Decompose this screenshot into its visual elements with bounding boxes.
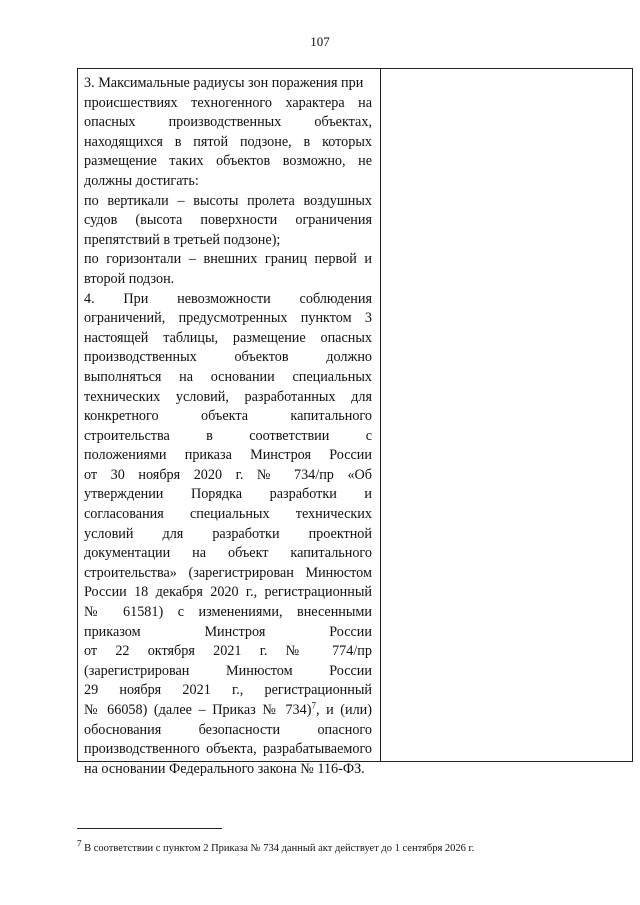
text-line: находящихся в пятой подзоне, в которых	[84, 133, 372, 150]
text-line: на основании Федерального закона № 116-ФЗ.	[84, 760, 365, 777]
text-line: технических условий, разработанных для	[84, 388, 372, 405]
text-line: утверждении Порядка разработки и	[84, 486, 372, 503]
text-line: производственного объекта, разрабатываемого	[84, 741, 372, 758]
text-line: должны достигать:	[84, 172, 199, 189]
text-line: опасных производственных объектах,	[84, 114, 372, 131]
text-line: условий для разработки проектной	[84, 525, 372, 542]
text-line: обоснования безопасности опасного	[84, 721, 372, 738]
text-line: по вертикали – высоты пролета воздушных	[84, 192, 372, 209]
table-cell-text	[84, 74, 372, 779]
footnote-ref: 7	[311, 700, 316, 711]
text-segment: , и (или)	[315, 702, 373, 718]
text-line: (зарегистрирован Минюстом России	[84, 662, 372, 679]
footnote-text: В соответствии с пунктом 2 Приказа № 734 данный акт действует до 1 сентября 2026 г.	[84, 843, 475, 854]
footnote-number: 7	[77, 838, 82, 849]
text-line: № 61581) с изменениями, внесенными	[84, 604, 372, 621]
text-line: от 30 ноября 2020 г. № 734/пр «Об	[84, 466, 372, 483]
text-line-with-footnote	[84, 701, 372, 721]
footnote-separator	[77, 828, 222, 829]
text-line: строительства» (зарегистрирован Минюстом	[84, 564, 372, 581]
text-line: ограничений, предусмотренных пунктом 3	[84, 310, 372, 327]
text-line: России 18 декабря 2020 г., регистрационный	[84, 584, 372, 601]
text-line: производственных объектов должно	[84, 349, 372, 366]
text-line: второй подзон.	[84, 270, 175, 287]
text-line: размещение таких объектов возможно, не	[84, 153, 372, 170]
text-line: судов (высота поверхности ограничения	[84, 212, 372, 229]
text-line: документации на объект капитального	[84, 545, 372, 562]
requirements-table	[77, 68, 633, 777]
text-line: строительства в соответствии с	[84, 427, 372, 444]
text-line: 3. Максимальные радиусы зон поражения при	[84, 75, 364, 91]
text-line: согласования специальных технических	[84, 506, 372, 523]
column-divider	[380, 69, 381, 761]
page-number: 107	[310, 34, 330, 49]
text-line: выполняться на основании специальных	[84, 368, 372, 385]
text-line: 29 ноября 2021 г., регистрационный	[84, 682, 372, 699]
text-line: по горизонтали – внешних границ первой и	[84, 251, 372, 268]
text-line: приказом Минстроя России	[84, 623, 372, 640]
text-segment: № 66058) (далее – Приказ № 734)	[84, 702, 312, 718]
text-line: происшествиях техногенного характера на	[84, 94, 372, 111]
text-line: 4. При невозможности соблюдения	[84, 290, 372, 307]
text-line: положениями приказа Минстроя России	[84, 447, 372, 464]
text-line: препятствий в третьей подзоне);	[84, 231, 281, 248]
footnote	[77, 838, 617, 854]
text-line: от 22 октября 2021 г. № 774/пр	[84, 643, 372, 660]
text-line: конкретного объекта капитального	[84, 408, 372, 425]
text-line: настоящей таблицы, размещение опасных	[84, 329, 372, 346]
